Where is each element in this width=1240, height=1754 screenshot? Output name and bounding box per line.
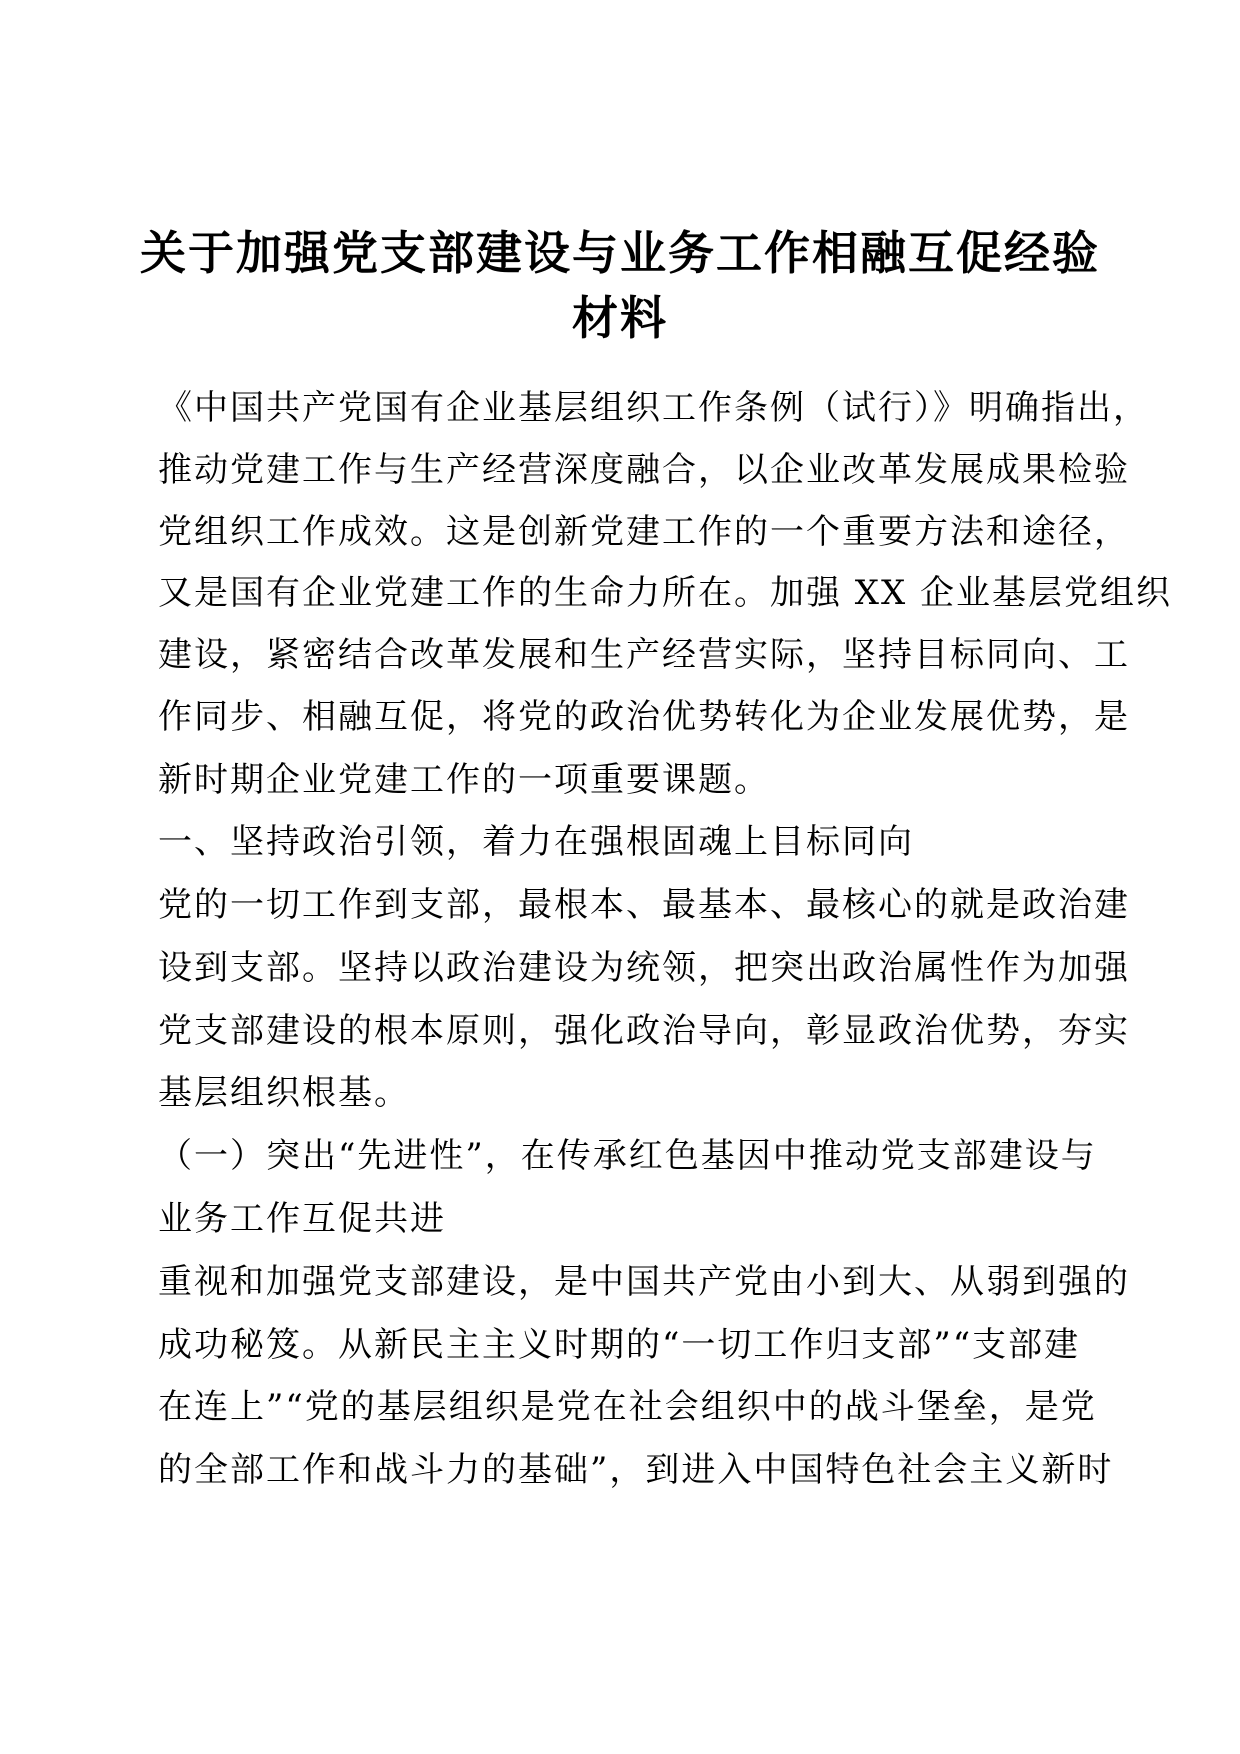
subsection-heading: 业务工作互促共进 bbox=[158, 1199, 446, 1239]
section-heading: 一、坚持政治引领，着力在强根固魂上目标同向 bbox=[158, 822, 914, 862]
body-text-line: 《中国共产党国有企业基层组织工作条例（试行）》明确指出， bbox=[158, 388, 1149, 428]
subsection-heading: （一）突出“先进性”，在传承红色基因中推动党支部建设与 bbox=[158, 1136, 1097, 1176]
body-text-line: 新时期企业党建工作的一项重要课题。 bbox=[158, 760, 770, 800]
body-text-line: 建设，紧密结合改革发展和生产经营实际，坚持目标同向、工 bbox=[158, 635, 1130, 675]
body-text-line: 设到支部。坚持以政治建设为统领，把突出政治属性作为加强 bbox=[158, 948, 1130, 988]
body-text-line: 又是国有企业党建工作的生命力所在。加强 XX 企业基层党组织 bbox=[158, 573, 1173, 613]
body-text-line: 党组织工作成效。这是创新党建工作的一个重要方法和途径， bbox=[158, 512, 1130, 552]
document-title-line-2: 材料 bbox=[572, 291, 668, 345]
body-text-line: 在连上”“党的基层组织是党在社会组织中的战斗堡垒，是党 bbox=[158, 1387, 1097, 1427]
body-text-line: 重视和加强党支部建设，是中国共产党由小到大、从弱到强的 bbox=[158, 1262, 1130, 1302]
document-title-line-1: 关于加强党支部建设与业务工作相融互促经验 bbox=[140, 226, 1100, 280]
body-text-line: 成功秘笈。从新民主主义时期的“一切工作归支部”“支部建 bbox=[158, 1325, 1081, 1365]
body-text-line: 党支部建设的根本原则，强化政治导向，彰显政治优势，夯实 bbox=[158, 1011, 1130, 1051]
body-text-line: 作同步、相融互促，将党的政治优势转化为企业发展优势，是 bbox=[158, 697, 1130, 737]
body-text-line: 基层组织根基。 bbox=[158, 1073, 410, 1113]
body-text-line: 推动党建工作与生产经营深度融合，以企业改革发展成果检验 bbox=[158, 450, 1130, 490]
body-text-line: 的全部工作和战斗力的基础”，到进入中国特色社会主义新时 bbox=[158, 1450, 1114, 1490]
body-text-line: 党的一切工作到支部，最根本、最基本、最核心的就是政治建 bbox=[158, 885, 1130, 925]
